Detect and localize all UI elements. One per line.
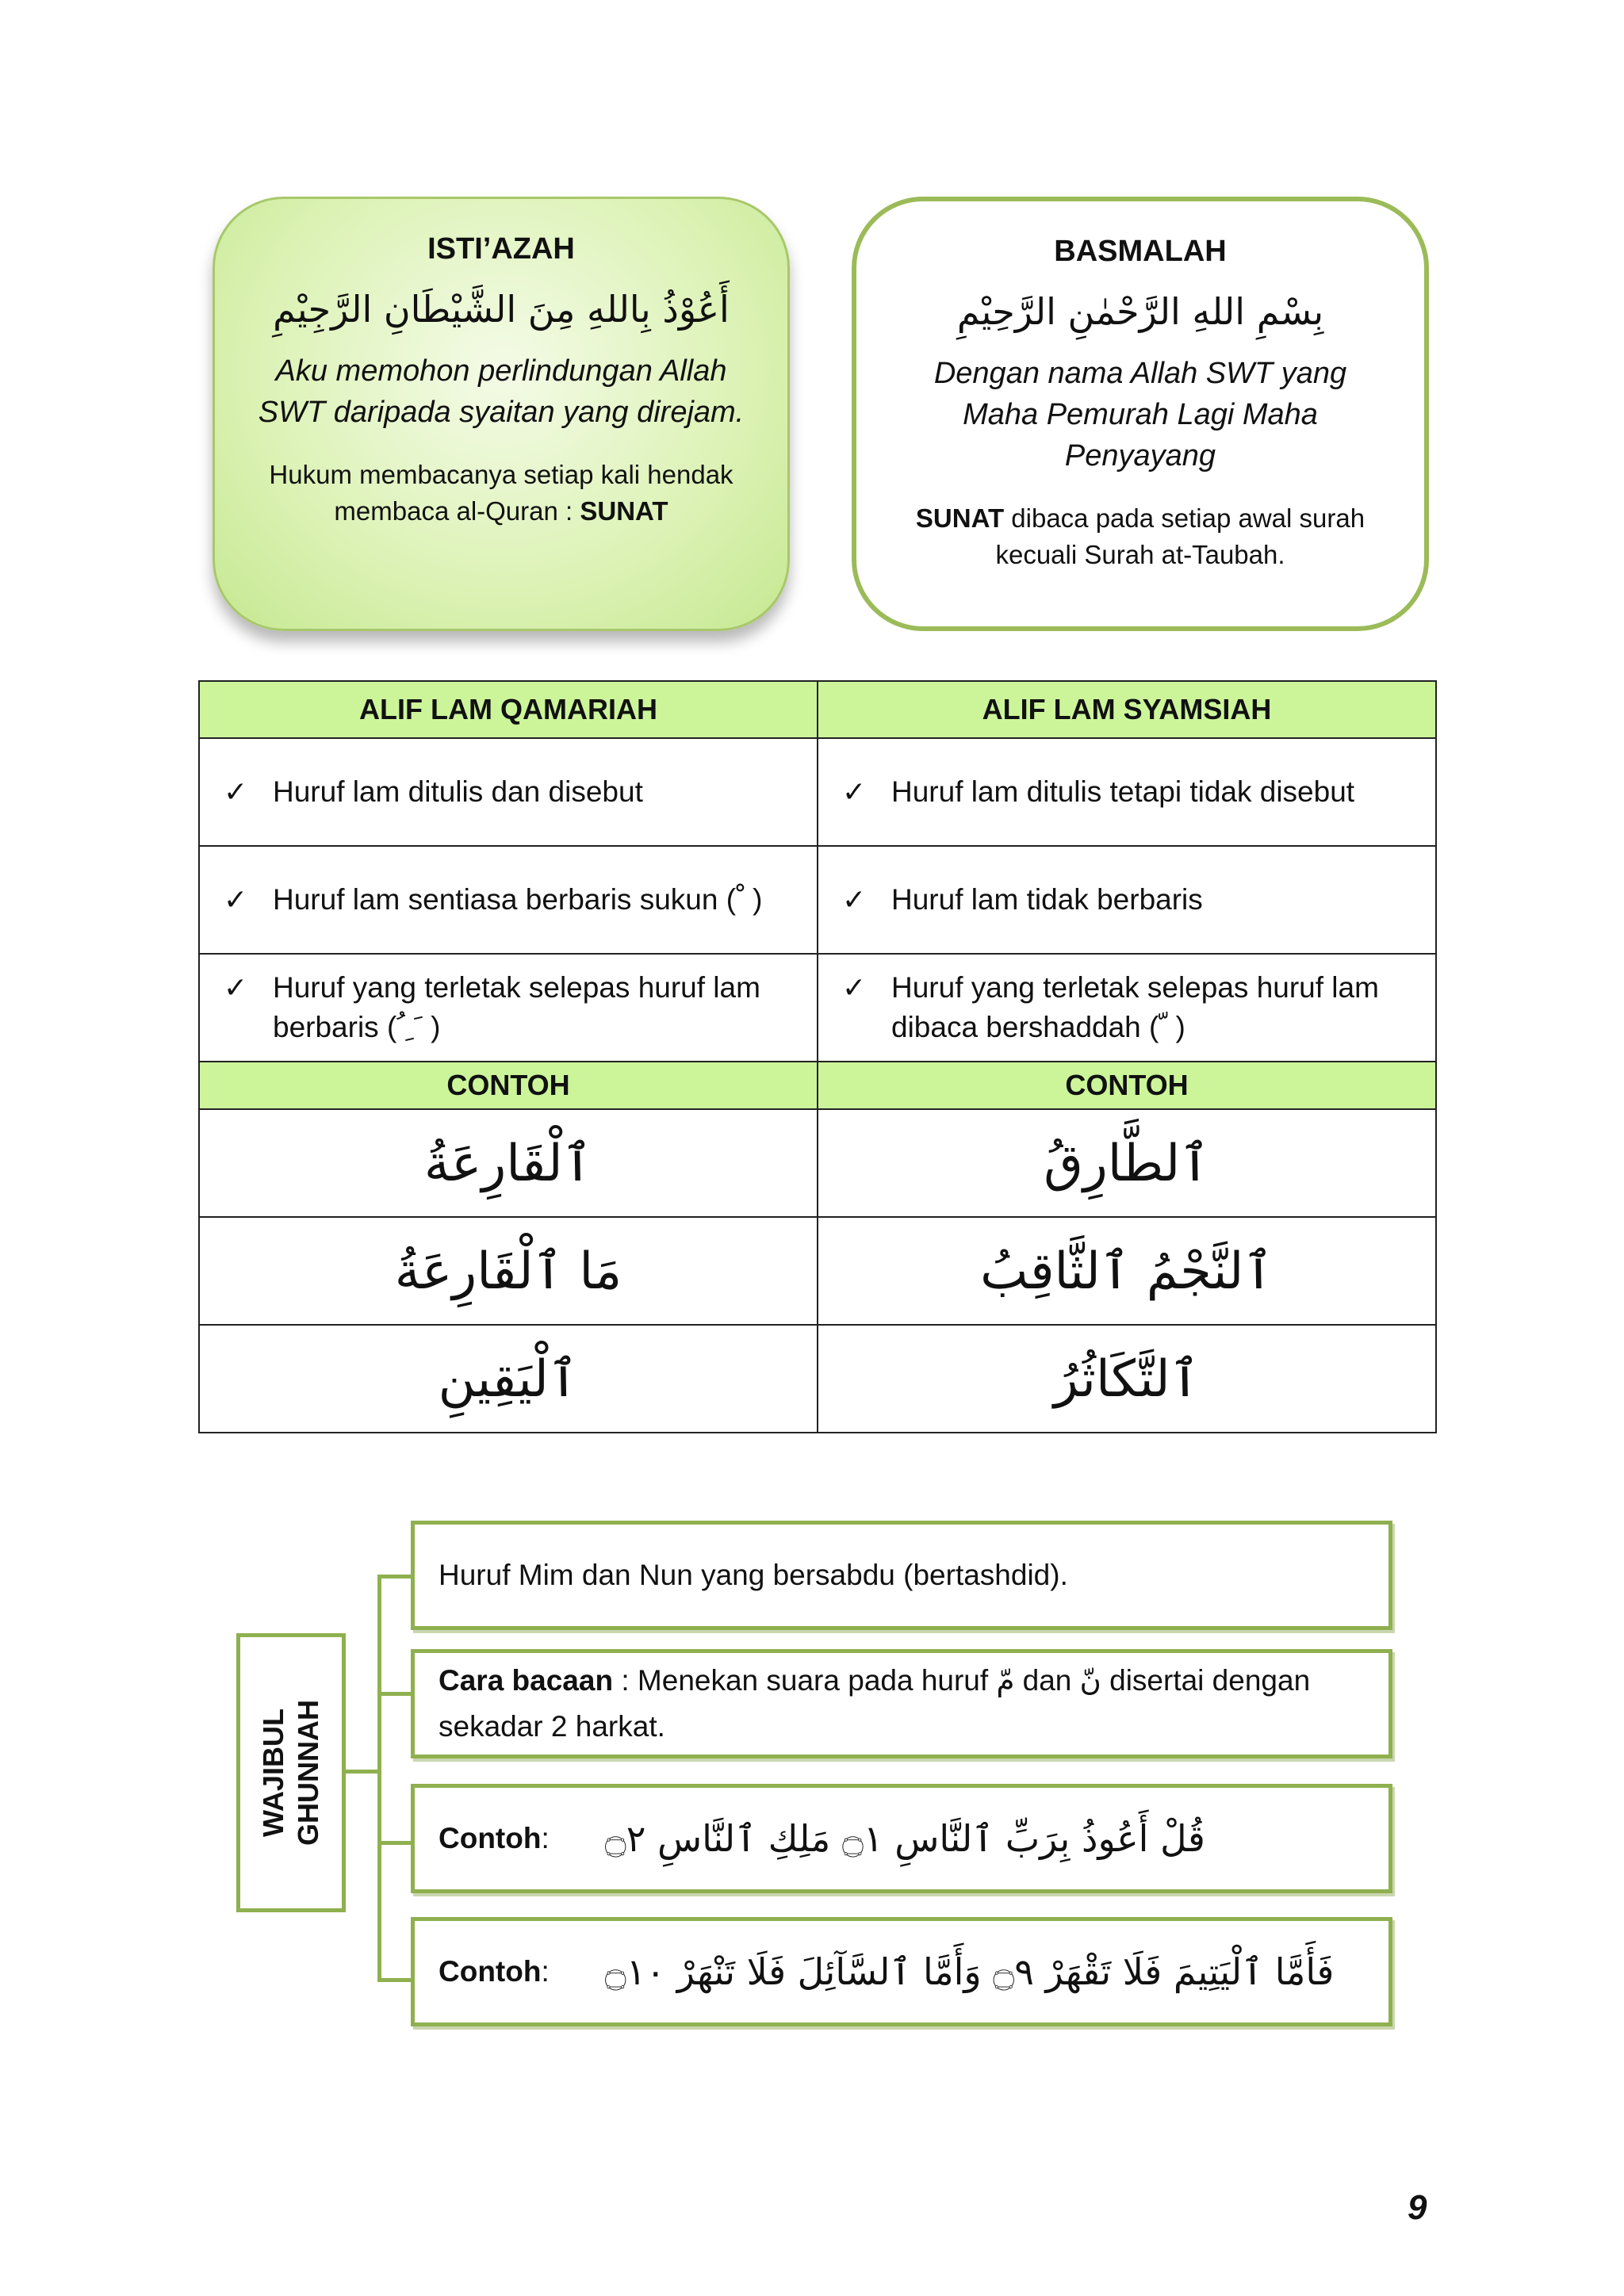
qamariah-rule-cell xyxy=(199,738,818,846)
istiazah-arabic: أَعُوْذُ بِاللهِ مِنَ الشَّيْطَانِ الرَّجِيْمِ xyxy=(273,288,730,331)
contoh-label: Contoh xyxy=(439,1955,542,1988)
istiazah-meaning-line-1: Aku memohon perlindungan Allah xyxy=(275,354,727,388)
wajibul-ghunnah-label xyxy=(256,1638,326,1908)
mim-letter: مّ xyxy=(996,1663,1015,1697)
connector-line xyxy=(377,1575,381,1982)
wajibul-ghunnah-label-box xyxy=(236,1633,346,1912)
qamariah-rule-cell xyxy=(199,954,818,1062)
ghunnah-definition-box xyxy=(411,1521,1392,1630)
basmalah-arabic: بِسْمِ اللهِ الرَّحْمٰنِ الرَّحِيْمِ xyxy=(956,290,1324,333)
ghunnah-cara-line-1 xyxy=(439,1658,1310,1704)
basmalah-box xyxy=(852,197,1429,631)
istiazah-box xyxy=(213,197,790,631)
qamariah-example: ٱلْيَقِينِ xyxy=(199,1325,818,1433)
ghunnah-example-arabic: قُلْ أَعُوذُ بِرَبِّ ٱلنَّاسِ ۝١ مَلِكِ ٱلنَّاسِ ۝٢ xyxy=(604,1817,1205,1860)
check-icon: ✓ xyxy=(224,971,248,1004)
syamsiah-rule: Huruf lam tidak berbaris xyxy=(891,883,1203,916)
check-icon: ✓ xyxy=(842,883,867,916)
syamsiah-header: ALIF LAM SYAMSIAH xyxy=(818,681,1436,738)
istiazah-title: ISTI’AZAH xyxy=(427,232,575,266)
qamariah-header: ALIF LAM QAMARIAH xyxy=(199,681,818,738)
basmalah-meaning-line-1: Dengan nama Allah SWT yang xyxy=(933,357,1347,390)
check-icon: ✓ xyxy=(842,775,867,808)
ghunnah-example-arabic: فَأَمَّا ٱلْيَتِيمَ فَلَا تَقْهَرْ ۝٩ وَأَمَّا ٱلسَّآئِلَ فَلَا تَنْهَرْ ۝١٠ xyxy=(604,1950,1335,1993)
qamariah-contoh-header: CONTOH xyxy=(199,1062,818,1109)
cara-bacaan-label: Cara bacaan xyxy=(439,1664,614,1697)
nun-letter: نّ xyxy=(1079,1663,1101,1697)
basmalah-meaning-line-2: Maha Pemurah Lagi Maha xyxy=(963,398,1318,431)
basmalah-note-line-1 xyxy=(888,500,1392,537)
ghunnah-cara-line-2: sekadar 2 harkat. xyxy=(439,1710,665,1743)
contoh-sep: : xyxy=(541,1822,550,1854)
qamariah-example: مَا ٱلْقَارِعَةُ xyxy=(199,1217,818,1325)
basmalah-note-line-2: kecuali Surah at-Taubah. xyxy=(995,540,1285,569)
ghunnah-cara-box xyxy=(411,1649,1392,1758)
cara-dan: dan xyxy=(1014,1664,1080,1697)
syamsiah-example: ٱلطَّارِقُ xyxy=(818,1109,1436,1217)
istiazah-note-line-1: Hukum membacanya setiap kali hendak xyxy=(269,460,733,489)
cara-text-2: disertai dengan xyxy=(1101,1664,1311,1697)
syamsiah-example: ٱلتَّكَاثُرُ xyxy=(818,1325,1436,1433)
istiazah-note-line-2 xyxy=(247,493,756,530)
istiazah-note-sunat: SUNAT xyxy=(580,496,668,526)
basmalah-note-sunat: SUNAT xyxy=(915,503,1005,533)
cara-text: : Menekan suara pada huruf xyxy=(613,1664,997,1697)
check-icon: ✓ xyxy=(842,971,867,1004)
syamsiah-rule: Huruf yang terletak selepas huruf lam dibaca bershaddah ( ّ ) xyxy=(891,971,1379,1043)
connector-line xyxy=(377,1978,411,1982)
syamsiah-rule-cell xyxy=(818,846,1436,954)
connector-line xyxy=(346,1770,379,1774)
syamsiah-rule: Huruf lam ditulis tetapi tidak disebut xyxy=(891,775,1355,808)
check-icon: ✓ xyxy=(224,883,248,916)
ghunnah-example-box-1 xyxy=(411,1784,1392,1893)
basmalah-meaning-line-3: Penyayang xyxy=(1064,439,1216,473)
istiazah-meaning-line-2: SWT daripada syaitan yang direjam. xyxy=(258,396,745,429)
qamariah-example: ٱلْقَارِعَةُ xyxy=(199,1109,818,1217)
qamariah-rule-cell xyxy=(199,846,818,954)
qamariah-rule: Huruf lam sentiasa berbaris sukun ( ْ ) xyxy=(273,883,763,916)
syamsiah-example: ٱلنَّجْمُ ٱلثَّاقِبُ xyxy=(818,1217,1436,1325)
wajibul-label: WAJIBUL xyxy=(257,1709,289,1837)
istiazah-note-text: membaca al-Quran : xyxy=(334,496,580,526)
basmalah-note-text: dibaca pada setiap awal surah xyxy=(1004,503,1365,533)
alif-lam-table xyxy=(198,680,1437,1433)
qamariah-rule: Huruf lam ditulis dan disebut xyxy=(273,775,643,808)
connector-line xyxy=(377,1841,411,1845)
connector-line xyxy=(377,1575,411,1578)
syamsiah-rule-cell xyxy=(818,738,1436,846)
contoh-sep: : xyxy=(541,1955,550,1988)
syamsiah-rule-cell xyxy=(818,954,1436,1062)
syamsiah-contoh-header: CONTOH xyxy=(818,1062,1436,1109)
ghunnah-example-box-2 xyxy=(411,1917,1392,2026)
basmalah-title: BASMALAH xyxy=(1054,235,1227,268)
page-number: 9 xyxy=(1408,2188,1427,2227)
ghunnah-definition: Huruf Mim dan Nun yang bersabdu (bertashdid). xyxy=(439,1559,1068,1591)
qamariah-rule: Huruf yang terletak selepas huruf lam berbaris ( ُ ِ َ ) xyxy=(273,971,760,1043)
connector-line xyxy=(377,1692,411,1696)
contoh-label: Contoh xyxy=(439,1822,542,1854)
ghunnah-label: GHUNNAH xyxy=(292,1700,324,1846)
check-icon: ✓ xyxy=(224,775,248,808)
